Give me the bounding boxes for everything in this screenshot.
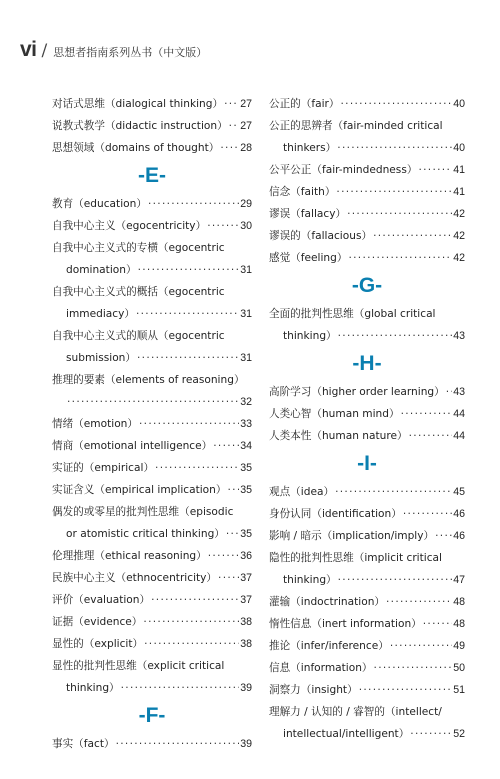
dot-leader: [410, 723, 452, 745]
index-entry-term: [52, 237, 252, 259]
entry-page-number: 42: [453, 252, 465, 264]
index-entry: [52, 733, 252, 755]
dot-leader: [348, 247, 452, 269]
entry-term: 自我中心主义（egocentricity）: [52, 220, 207, 232]
entry-page-number: 45: [453, 486, 465, 498]
entry-term: 思想领域（domains of thought）: [52, 142, 220, 154]
entry-term: thinking）: [283, 330, 337, 342]
entry-term: 理解力 / 认知的 / 睿智的（intellect/: [269, 706, 442, 718]
entry-term: 情绪（emotion）: [52, 418, 138, 430]
entry-page-number: 39: [240, 682, 252, 694]
dot-leader: [373, 225, 452, 247]
index-entry: [52, 545, 252, 567]
dot-leader: [218, 567, 239, 589]
index-entry: [269, 403, 465, 425]
entry-term: 推论（infer/inference）: [269, 640, 389, 652]
dot-leader: [208, 545, 239, 567]
dot-leader: [341, 93, 453, 115]
entry-term: thinking）: [283, 574, 337, 586]
entry-page-number: 37: [240, 572, 252, 584]
index-column-left: [52, 93, 252, 755]
entry-page-number: 31: [240, 352, 252, 364]
entry-page-number: 39: [240, 738, 252, 750]
entry-page-number: 47: [453, 574, 465, 586]
dot-leader: [138, 259, 240, 281]
entry-term: 影响 / 暗示（implication/imply）: [269, 530, 435, 542]
entry-page-number: 38: [240, 616, 252, 628]
entry-term: domination）: [66, 264, 137, 276]
index-entry: [269, 591, 465, 613]
entry-page-number: 42: [453, 230, 465, 242]
header-separator: /: [41, 41, 48, 61]
dot-leader: [338, 325, 453, 347]
entry-term: 自我中心主义式的顺从（egocentric: [52, 330, 225, 342]
entry-term: 显性的批判性思维（explicit critical: [52, 660, 225, 672]
entry-term: 对话式思维（dialogical thinking）: [52, 98, 224, 110]
index-entry: [52, 93, 252, 115]
dot-leader: [337, 137, 452, 159]
entry-page-number: 46: [453, 530, 465, 542]
entry-page-number: 40: [453, 142, 465, 154]
index-entry: [269, 679, 465, 701]
entry-page-number: 44: [453, 408, 465, 420]
index-entry: [269, 381, 465, 403]
dot-leader: [139, 413, 239, 435]
index-entry: [52, 215, 252, 237]
entry-page-number: 43: [453, 330, 465, 342]
section-letter-heading: -F-: [138, 704, 166, 727]
dot-leader: [155, 457, 239, 479]
index-entry-term: [52, 325, 252, 347]
page-number: vi: [20, 38, 37, 61]
dot-leader: [229, 115, 240, 137]
entry-term: 自我中心主义式的概括（egocentric: [52, 286, 225, 298]
entry-page-number: 46: [453, 508, 465, 520]
index-entry: [269, 225, 465, 247]
entry-page-number: 41: [453, 186, 465, 198]
entry-page-number: 49: [453, 640, 465, 652]
entry-page-number: 27: [240, 120, 252, 132]
index-entry: [269, 93, 465, 115]
index-entry: [52, 677, 252, 699]
entry-term: 民族中心主义（ethnocentricity）: [52, 572, 218, 584]
section-letter-heading: -H-: [352, 352, 382, 375]
entry-term: 实证含义（empirical implication）: [52, 484, 227, 496]
entry-term: 谬误（fallacy）: [269, 208, 347, 220]
entry-term: 推理的要素（elements of reasoning）: [52, 374, 245, 386]
dot-leader: [423, 613, 452, 635]
dot-leader: [374, 657, 453, 679]
entry-term: 人类心智（human mind）: [269, 408, 400, 420]
index-entry: [269, 425, 465, 447]
index-entry: [52, 115, 252, 137]
index-entry-term: [269, 547, 465, 569]
entry-term: 偶发的或零星的批判性思维（episodic: [52, 506, 234, 518]
entry-page-number: 31: [240, 264, 252, 276]
index-entry: [52, 193, 252, 215]
dot-leader: [144, 633, 239, 655]
entry-term: 灌输（indoctrination）: [269, 596, 386, 608]
index-entry-term: [52, 655, 252, 677]
dot-leader: [446, 381, 452, 403]
entry-page-number: 40: [453, 98, 465, 110]
entry-term: 事实（fact）: [52, 738, 115, 750]
index-entry: [52, 259, 252, 281]
entry-page-number: 42: [453, 208, 465, 220]
index-entry: [269, 181, 465, 203]
index-entry: [269, 657, 465, 679]
entry-page-number: 48: [453, 618, 465, 630]
dot-leader: [136, 303, 239, 325]
entry-term: 感觉（feeling）: [269, 252, 348, 264]
index-entry: [269, 635, 465, 657]
dot-leader: [213, 435, 239, 457]
entry-page-number: 48: [453, 596, 465, 608]
dot-leader: [151, 589, 239, 611]
entry-page-number: 27: [240, 98, 252, 110]
index-entry-term: [52, 281, 252, 303]
index-entry: [269, 525, 465, 547]
index-entry: [52, 303, 252, 325]
entry-term: 观点（idea）: [269, 486, 335, 498]
entry-term: 人类本性（human nature）: [269, 430, 408, 442]
index-entry-term: [269, 115, 465, 137]
entry-page-number: 52: [453, 728, 465, 740]
entry-page-number: 28: [240, 142, 252, 154]
entry-page-number: 33: [240, 418, 252, 430]
entry-term: 情商（emotional intelligence）: [52, 440, 213, 452]
entry-page-number: 34: [240, 440, 252, 452]
index-entry: [52, 347, 252, 369]
entry-page-number: 43: [453, 386, 465, 398]
index-entry: [269, 569, 465, 591]
index-entry: [52, 611, 252, 633]
index-entry: [52, 633, 252, 655]
index-entry-term: [269, 303, 465, 325]
entry-page-number: 51: [453, 684, 465, 696]
index-entry: [269, 325, 465, 347]
index-entry: [269, 137, 465, 159]
dot-leader: [227, 479, 239, 501]
entry-term: 公正的思辨者（fair-minded critical: [269, 120, 443, 132]
entry-term: 伦理推理（ethical reasoning）: [52, 550, 207, 562]
index-entry: [52, 435, 252, 457]
entry-term: 谬误的（fallacious）: [269, 230, 373, 242]
entry-page-number: 41: [453, 164, 465, 176]
entry-term: 教育（education）: [52, 198, 147, 210]
dot-leader: [338, 569, 453, 591]
index-entry: [269, 481, 465, 503]
entry-term: intellectual/intelligent）: [283, 728, 410, 740]
entry-term: 显性的（explicit）: [52, 638, 144, 650]
index-entry-term: [52, 369, 252, 391]
dot-leader: [207, 215, 239, 237]
dot-leader: [418, 159, 452, 181]
dot-leader: [386, 591, 452, 613]
index-entry: [52, 413, 252, 435]
section-letter-heading: -I-: [357, 452, 377, 475]
dot-leader: [347, 203, 452, 225]
dot-leader: [137, 347, 239, 369]
index-entry: [269, 503, 465, 525]
entry-page-number: 50: [453, 662, 465, 674]
index-entry-term: [52, 501, 252, 523]
dot-leader: [224, 93, 239, 115]
entry-term: or atomistic critical thinking）: [66, 528, 225, 540]
entry-page-number: 37: [240, 594, 252, 606]
entry-term: 高阶学习（higher order learning）: [269, 386, 445, 398]
index-entry: [269, 723, 465, 745]
series-title: 思想者指南系列丛书（中文版）: [53, 46, 208, 59]
entry-term: thinking）: [66, 682, 120, 694]
dot-leader: [143, 611, 239, 633]
entry-page-number: 35: [240, 462, 252, 474]
index-entry: [269, 613, 465, 635]
dot-leader: [121, 677, 240, 699]
dot-leader: [409, 425, 453, 447]
entry-term: immediacy）: [66, 308, 135, 320]
index-entry: [52, 457, 252, 479]
entry-term: 公正的（fair）: [269, 98, 340, 110]
entry-term: 说教式教学（didactic instruction）: [52, 120, 228, 132]
entry-term: 隐性的批判性思维（implicit critical: [269, 552, 442, 564]
entry-term: 信念（faith）: [269, 186, 336, 198]
entry-term: 实证的（empirical）: [52, 462, 155, 474]
entry-page-number: 38: [240, 638, 252, 650]
entry-term: 公平公正（fair-mindedness）: [269, 164, 418, 176]
entry-term: 信息（information）: [269, 662, 373, 674]
dot-leader: [335, 481, 452, 503]
entry-term: 身份认同（identification）: [269, 508, 402, 520]
entry-page-number: 35: [240, 528, 252, 540]
entry-term: 惰性信息（inert information）: [269, 618, 422, 630]
section-letter-heading: -G-: [351, 274, 383, 297]
entry-term: 自我中心主义式的专横（egocentric: [52, 242, 225, 254]
index-entry: [52, 523, 252, 545]
entry-page-number: 35: [240, 484, 252, 496]
dot-leader: [390, 635, 452, 657]
dot-leader: [67, 391, 239, 413]
dot-leader: [401, 403, 453, 425]
index-entry: [52, 479, 252, 501]
entry-page-number: 31: [240, 308, 252, 320]
entry-term: submission）: [66, 352, 136, 364]
index-entry: [52, 589, 252, 611]
index-entry: [269, 159, 465, 181]
index-entry: [52, 567, 252, 589]
dot-leader: [359, 679, 453, 701]
entry-page-number: 30: [240, 220, 252, 232]
entry-term: 全面的批判性思维（global critical: [269, 308, 436, 320]
entry-page-number: 32: [240, 396, 252, 408]
index-entry: [52, 137, 252, 159]
index-entry: [52, 391, 252, 413]
entry-term: 评价（evaluation）: [52, 594, 151, 606]
section-letter-heading: -E-: [138, 164, 166, 187]
dot-leader: [336, 181, 452, 203]
entry-page-number: 36: [240, 550, 252, 562]
index-entry: [269, 247, 465, 269]
dot-leader: [403, 503, 452, 525]
entry-page-number: 29: [240, 198, 252, 210]
entry-page-number: 44: [453, 430, 465, 442]
entry-term: thinkers）: [283, 142, 337, 154]
entry-term: 洞察力（insight）: [269, 684, 358, 696]
dot-leader: [220, 137, 239, 159]
dot-leader: [226, 523, 239, 545]
index-column-right: [269, 93, 465, 745]
dot-leader: [435, 525, 452, 547]
dot-leader: [148, 193, 239, 215]
entry-term: 证据（evidence）: [52, 616, 143, 628]
running-header: [20, 38, 207, 62]
index-entry-term: [269, 701, 465, 723]
index-entry: [269, 203, 465, 225]
dot-leader: [116, 733, 240, 755]
